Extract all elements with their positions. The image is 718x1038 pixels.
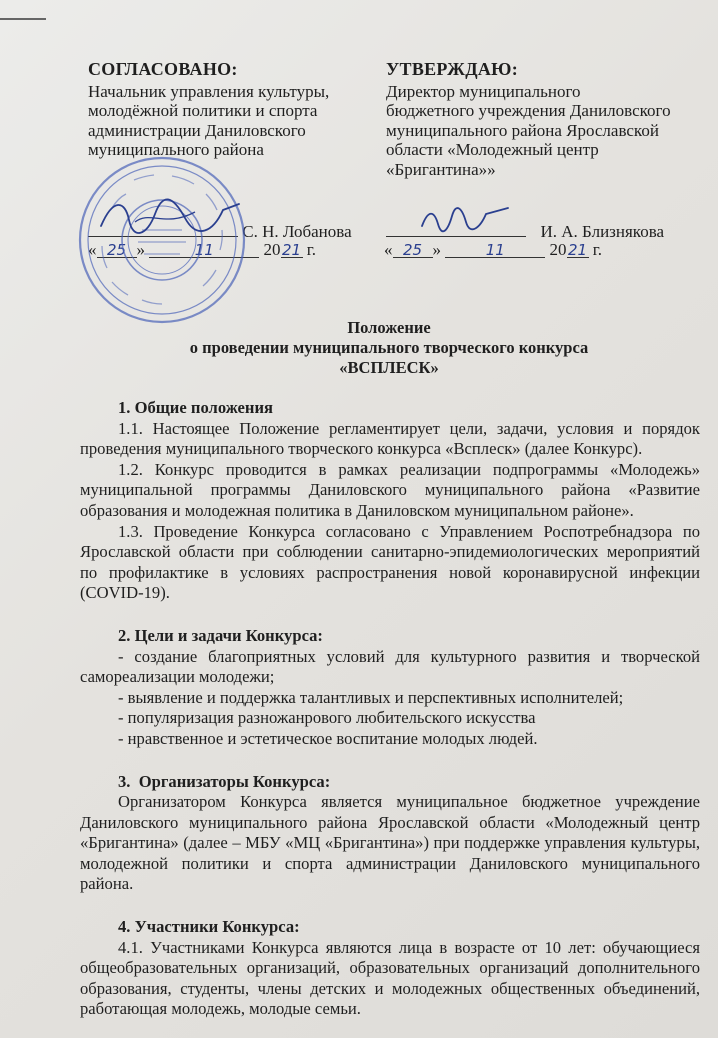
paragraph: 1.1. Настоящее Положение регламентирует цели, задачи, условия и порядок проведения муниципального творческого конкурса «Всплеск» (далее Конкурс). — [80, 418, 700, 459]
date-end: г. — [592, 240, 603, 259]
handwritten-year: 21 — [567, 241, 588, 259]
section-heading: 3. Организаторы Конкурса: — [118, 771, 331, 791]
handwritten-day: 25 — [393, 241, 433, 258]
handwritten-month: 11 — [149, 241, 259, 258]
list-item: - создание благоприятных условий для культурного развития и творческой самореализации молодежи; — [80, 646, 700, 687]
paragraph: 4.1. Участниками Конкурса являются лица в возрасте от 10 лет: обучающиеся общеобразовательных организаций, образовательных организаций дополнительного образования, студенты, члены детских и молодежных общественных объединений, работающая молодежь, молодые семьи. — [80, 937, 700, 1019]
title-line-1: Положение — [347, 318, 431, 337]
title-line-2: о проведении муниципального творческого конкурса — [189, 338, 589, 357]
list-item: - нравственное и эстетическое воспитание молодых людей. — [118, 728, 538, 748]
approval-left-line: администрации Даниловского — [88, 120, 306, 140]
approval-right — [386, 60, 686, 179]
paragraph: Организатором Конкурса является муниципальное бюджетное учреждение Даниловского муниципального района Ярославской области «Молодежный центр «Бригантина» (далее – МБУ «МЦ «Бригантина») при поддержке управления культуры, молодежной политики и спорта администрации Даниловского муниципального района. — [80, 792, 700, 894]
left-signature-row — [88, 220, 352, 242]
approval-right-heading: УТВЕРЖДАЮ: — [386, 59, 519, 79]
section-heading: 1. Общие положения — [118, 398, 273, 417]
title-line-3: «ВСПЛЕСК» — [339, 358, 439, 377]
document-body — [80, 398, 700, 1020]
list-item: - выявление и поддержка талантливых и перспективных исполнителей; — [118, 687, 624, 707]
approval-right-line: Директор муниципального — [386, 81, 581, 101]
document-title — [0, 318, 718, 378]
list-item: - популяризация разножанрового любительского искусства — [118, 708, 536, 728]
date-quote-open: « — [88, 240, 97, 259]
approval-left-line: муниципального района — [88, 140, 264, 159]
right-signer-name: И. А. Близнякова — [540, 222, 665, 241]
handwritten-day: 25 — [97, 241, 137, 258]
date-quote-close: » — [432, 240, 441, 259]
date-year-prefix: 20 — [263, 240, 281, 259]
approval-right-line: «Бригантина»» — [386, 159, 496, 179]
corner-mark — [0, 18, 46, 20]
date-quote-close: » — [136, 240, 145, 259]
handwritten-month: 11 — [445, 241, 545, 258]
section-heading: 2. Цели и задачи Конкурса: — [118, 625, 323, 645]
right-date-row — [384, 240, 602, 260]
handwritten-year: 21 — [281, 241, 302, 259]
paragraph: 1.3. Проведение Конкурса согласовано с Управлением Роспотребнадзора по Ярославской области при соблюдении санитарно-эпидемиологических мероприятий по профилактике в условиях распространения новой коронавирусной инфекции (COVID-19). — [80, 521, 700, 603]
approval-left-line: молодёжной политики и спорта — [88, 101, 318, 120]
approval-left-heading: СОГЛАСОВАНО: — [88, 59, 238, 79]
date-year-prefix: 20 — [549, 240, 567, 259]
left-date-row — [88, 240, 316, 260]
right-signature-row — [386, 220, 664, 242]
date-end: г. — [306, 240, 317, 259]
approval-right-line: бюджетного учреждения Даниловского — [386, 101, 671, 120]
approval-right-line: муниципального района Ярославской — [386, 120, 659, 140]
left-signer-name: С. Н. Лобанова — [242, 222, 352, 241]
approval-right-line: области «Молодежный центр — [386, 140, 599, 159]
approval-left — [88, 60, 388, 160]
signature-line — [386, 220, 526, 237]
signature-line — [88, 220, 238, 237]
date-quote-open: « — [384, 240, 393, 259]
approval-left-line: Начальник управления культуры, — [88, 81, 330, 101]
section-heading: 4. Участники Конкурса: — [118, 917, 300, 937]
paragraph: 1.2. Конкурс проводится в рамках реализации подпрограммы «Молодежь» муниципальной программы Даниловского муниципального района «Развитие образования и молодежная политика в Даниловском муниципальном районе». — [80, 459, 700, 520]
